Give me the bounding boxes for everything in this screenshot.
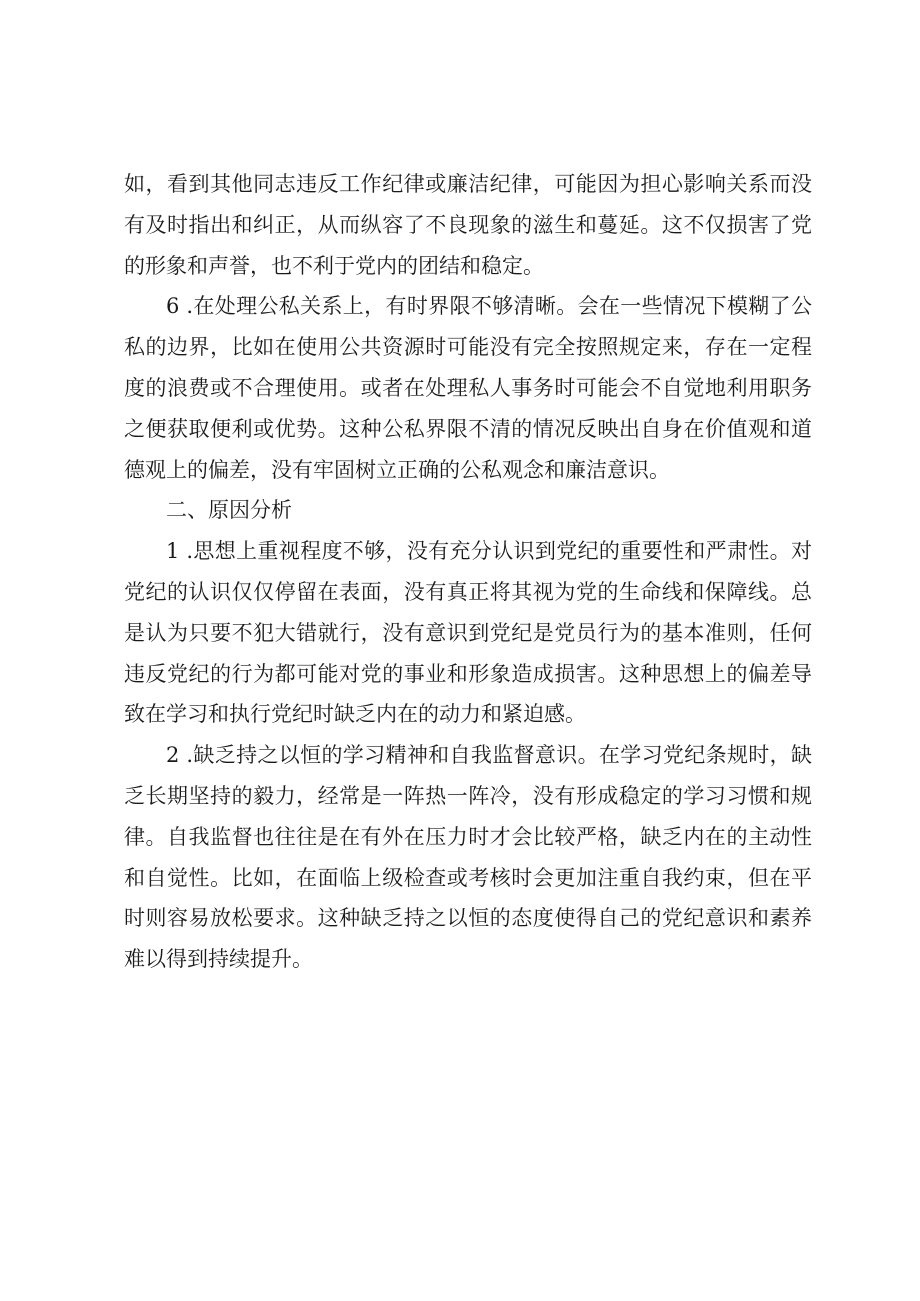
document-body	[124, 164, 812, 980]
paragraph-item-1: 1 .思想上重视程度不够，没有充分认识到党纪的重要性和严肃性。对党纪的认识仅仅停留在表面，没有真正将其视为党的生命线和保障线。总是认为只要不犯大错就行，没有意识到党纪是党员行为的基本准则，任何违反党纪的行为都可能对党的事业和形象造成损害。这种思想上的偏差导致在学习和执行党纪时缺乏内在的动力和紧迫感。	[124, 539, 812, 727]
paragraph-item-2: 2 .缺乏持之以恒的学习精神和自我监督意识。在学习党纪条规时，缺乏长期坚持的毅力，经常是一阵热一阵冷，没有形成稳定的学习习惯和规律。自我监督也往往是在有外在压力时才会比较严格，缺乏内在的主动性和自觉性。比如，在面临上级检查或考核时会更加注重自我约束，但在平时则容易放松要求。这种缺乏持之以恒的态度使得自己的党纪意识和素养难以得到持续提升。	[124, 743, 812, 972]
section-heading-cause-analysis: 二、原因分析	[166, 498, 292, 523]
paragraph-continuation: 如，看到其他同志违反工作纪律或廉洁纪律，可能因为担心影响关系而没有及时指出和纠正，从而纵容了不良现象的滋生和蔓延。这不仅损害了党的形象和声誉，也不利于党内的团结和稳定。	[124, 172, 812, 278]
paragraph-item-6: 6 .在处理公私关系上，有时界限不够清晰。会在一些情况下模糊了公私的边界，比如在使用公共资源时可能没有完全按照规定来，存在一定程度的浪费或不合理使用。或者在处理私人事务时可能会不自觉地利用职务之便获取便利或优势。这种公私界限不清的情况反映出自身在价值观和道德观上的偏差，没有牢固树立正确的公私观念和廉洁意识。	[124, 294, 812, 482]
